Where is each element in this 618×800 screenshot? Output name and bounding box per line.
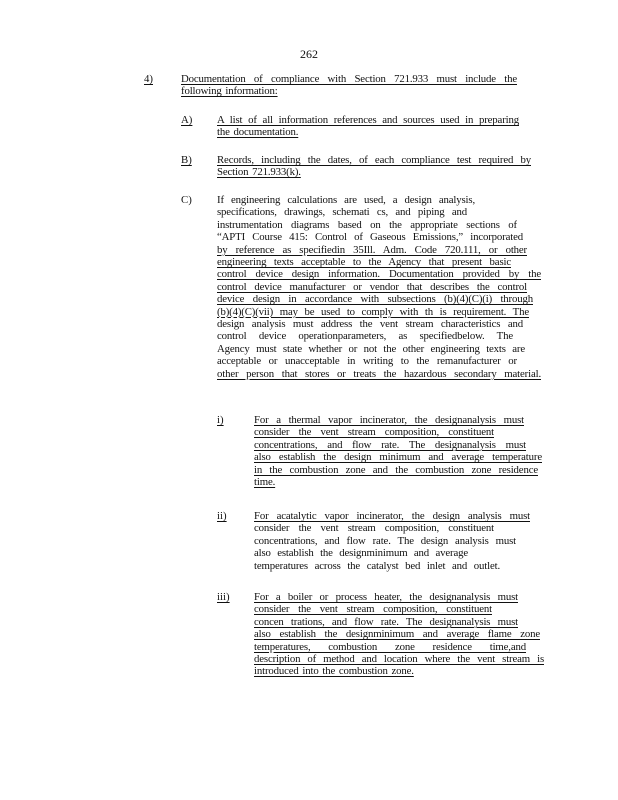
item-ii-text bbox=[254, 510, 542, 572]
item-iii-line-6: description of method and location where the vent stream is bbox=[254, 653, 544, 666]
item-i-text bbox=[254, 414, 542, 488]
item-4-line-2: following information: bbox=[181, 85, 278, 98]
item-4-label: 4) bbox=[144, 73, 153, 85]
item-a-line-1: A list of all information references and sources used in preparing bbox=[217, 114, 519, 126]
item-c-line-10: (b)(4)(C)(vii) may be used to comply with th is requirement. The bbox=[217, 305, 529, 318]
item-c-line-8: control device manufacturer or vendor that describes the control bbox=[217, 280, 527, 293]
item-i-line-3: concentrations, and flow rate. The designanalysis must bbox=[254, 438, 526, 451]
item-iii-line-4: also establish the designminimum and average flame zone bbox=[254, 628, 540, 641]
item-c-line-13: Agency must state whether or not the other engineering texts are bbox=[217, 342, 525, 355]
item-c-line-5: by reference as specifiedin 35Ill. Adm. Code 720.111, or other bbox=[217, 243, 527, 256]
item-iii-line-3: concen trations, and flow rate. The designanalysis must bbox=[254, 615, 518, 628]
item-ii-line-2: consider the vent stream composition, constituent bbox=[254, 522, 494, 535]
item-a-line-2: the documentation. bbox=[217, 126, 299, 139]
item-a-text bbox=[217, 114, 519, 139]
item-c-line-7: control device design information. Documentation provided by the bbox=[217, 268, 541, 281]
item-iii-line-7: introduced into the combustion zone. bbox=[254, 665, 414, 678]
item-c-label: C) bbox=[181, 194, 192, 206]
item-ii-line-1: For acatalytic vapor incinerator, the design analysis must bbox=[254, 510, 530, 522]
item-i-line-4: also establish the design minimum and average temperature bbox=[254, 451, 542, 464]
item-iii-line-1: For a boiler or process heater, the designanalysis must bbox=[254, 591, 518, 603]
item-c-line-14: acceptable or unacceptable in writing to the remanufacturer or bbox=[217, 355, 517, 368]
item-c-line-15: other person that stores or treats the hazardous secondary material. bbox=[217, 367, 541, 380]
item-c-line-9: device design in accordance with subsections (b)(4)(C)(i) through bbox=[217, 293, 533, 306]
item-b-line-2: Section 721.933(k). bbox=[217, 166, 301, 179]
item-ii-line-4: also establish the designminimum and average bbox=[254, 547, 468, 560]
item-b-text bbox=[217, 154, 531, 179]
item-a-label: A) bbox=[181, 114, 193, 126]
item-ii-line-5: temperatures across the catalyst bed inlet and outlet. bbox=[254, 559, 500, 572]
item-c-line-4: “APTI Course 415: Control of Gaseous Emissions,” incorporated bbox=[217, 231, 523, 244]
item-i-line-2: consider the vent stream composition, constituent bbox=[254, 426, 494, 439]
item-c-line-2: specifications, drawings, schemati cs, and piping and bbox=[217, 206, 467, 219]
item-i-line-6: time. bbox=[254, 476, 276, 489]
item-4-line-1: Documentation of compliance with Section 721.933 must include the bbox=[181, 73, 517, 85]
item-c-line-6: engineering texts acceptable to the Agency that present basic bbox=[217, 256, 511, 269]
item-iii-text bbox=[254, 591, 544, 678]
item-c-text bbox=[217, 194, 541, 380]
item-c-line-1: If engineering calculations are used, a design analysis, bbox=[217, 194, 475, 206]
item-c-line-11: design analysis must address the vent stream characteristics and bbox=[217, 318, 523, 331]
item-iii-label: iii) bbox=[217, 591, 230, 603]
item-c-line-12: control device operationparameters, as specifiedbelow. The bbox=[217, 330, 513, 343]
item-ii-label: ii) bbox=[217, 510, 227, 522]
item-iii-line-5: temperatures, combustion zone residence time,and bbox=[254, 640, 526, 653]
item-i-line-1: For a thermal vapor incinerator, the designanalysis must bbox=[254, 414, 524, 426]
item-i-line-5: in the combustion zone and the combustion zone residence bbox=[254, 463, 538, 476]
page-number: 262 bbox=[300, 47, 318, 61]
item-b-label: B) bbox=[181, 154, 192, 166]
item-c-line-3: instrumentation diagrams based on the appropriate sections of bbox=[217, 218, 517, 231]
item-b-line-1: Records, including the dates, of each compliance test required by bbox=[217, 154, 531, 166]
item-i-label: i) bbox=[217, 414, 224, 426]
item-iii-line-2: consider the vent stream composition, constituent bbox=[254, 603, 492, 616]
item-ii-line-3: concentrations, and flow rate. The design analysis must bbox=[254, 534, 516, 547]
item-4-text bbox=[181, 73, 517, 98]
